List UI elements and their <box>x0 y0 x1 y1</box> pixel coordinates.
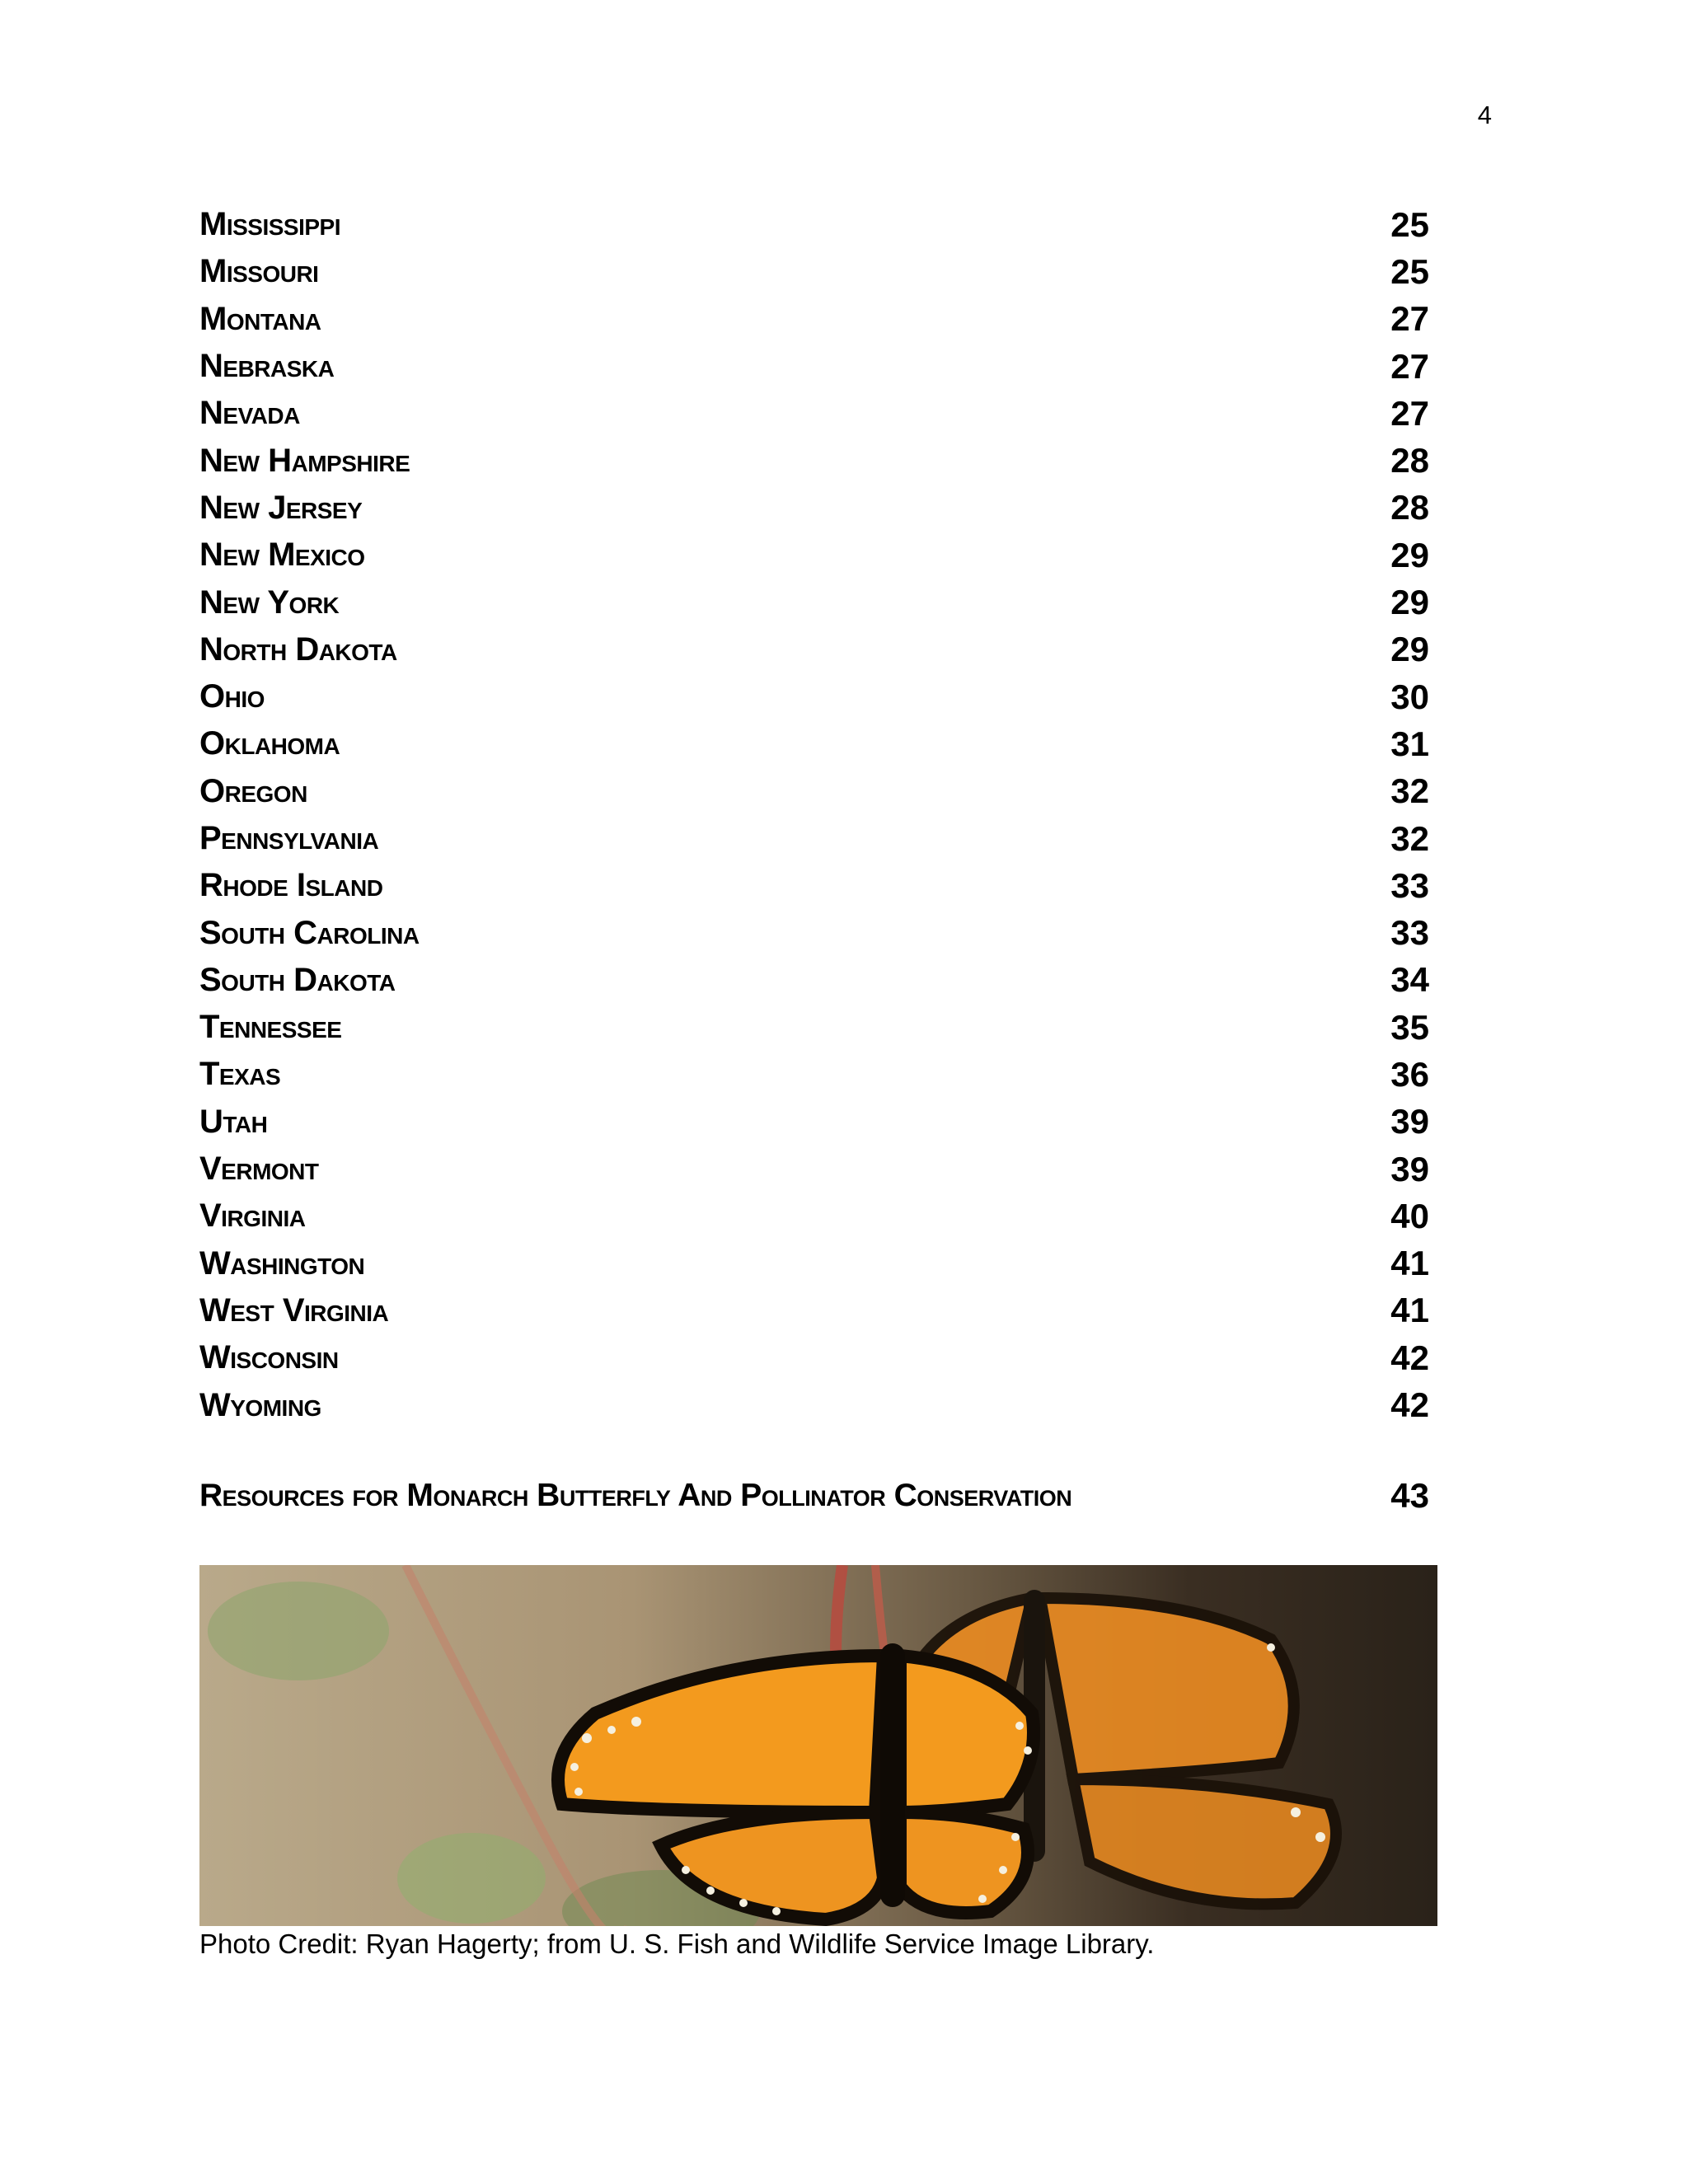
toc-entry-label: Utah <box>199 1103 268 1140</box>
toc-entry-label: Vermont <box>199 1151 319 1188</box>
toc-entry-page: 33 <box>1390 865 1429 905</box>
toc-entry-label: Missouri <box>199 253 319 290</box>
toc-entry[interactable] <box>199 673 1436 720</box>
toc-resources-entry[interactable] <box>199 1472 1436 1519</box>
toc-entry[interactable] <box>199 248 1436 295</box>
toc-entry-page: 25 <box>1390 251 1429 291</box>
toc-entry-page: 42 <box>1390 1385 1429 1425</box>
toc-entry-page: 29 <box>1390 630 1429 669</box>
toc-entry-page: 41 <box>1390 1244 1429 1283</box>
toc-entry-label: Oklahoma <box>199 725 340 762</box>
toc-entry-page: 35 <box>1390 1007 1429 1047</box>
toc-entry[interactable] <box>199 1334 1436 1381</box>
photo-caption: Photo Credit: Ryan Hagerty; from U. S. Fish and Wildlife Service Image Library. <box>199 1929 1155 1959</box>
toc-entry-page: 39 <box>1390 1102 1429 1141</box>
toc-entry-page: 42 <box>1390 1338 1429 1377</box>
toc-entry-page: 34 <box>1390 960 1429 1000</box>
toc-entry-page: 32 <box>1390 818 1429 858</box>
toc-entry-label: New Hampshire <box>199 442 410 479</box>
toc-entry[interactable] <box>199 1099 1436 1146</box>
toc-entry[interactable] <box>199 862 1436 909</box>
toc-entry-label: Rhode Island <box>199 867 383 904</box>
toc-entry-label: Ohio <box>199 678 265 715</box>
toc-entry-page: 43 <box>1390 1475 1429 1515</box>
toc-entry[interactable] <box>199 720 1436 767</box>
toc-entry[interactable] <box>199 1381 1436 1428</box>
toc-entry-page: 39 <box>1390 1149 1429 1188</box>
toc-entry-page: 28 <box>1390 441 1429 480</box>
toc-entry-label: South Dakota <box>199 961 396 998</box>
toc-entry-page: 40 <box>1390 1196 1429 1235</box>
toc-entry-page: 27 <box>1390 346 1429 386</box>
toc-entry[interactable] <box>199 579 1436 626</box>
toc-entry-label: South Carolina <box>199 914 420 951</box>
toc-entry[interactable] <box>199 815 1436 862</box>
toc-entry[interactable] <box>199 909 1436 956</box>
toc-entry[interactable] <box>199 1004 1436 1051</box>
toc-entry-label: Montana <box>199 300 321 337</box>
toc-entry-label: Washington <box>199 1244 365 1282</box>
toc-entry-label: Mississippi <box>199 206 340 243</box>
toc-entry-label: Texas <box>199 1056 281 1093</box>
toc-entry[interactable] <box>199 201 1436 248</box>
toc-entry-page: 29 <box>1390 535 1429 574</box>
toc-entry-label: New York <box>199 583 340 621</box>
toc-entry-page: 27 <box>1390 299 1429 339</box>
toc-entry-page: 32 <box>1390 771 1429 811</box>
toc-entry-page: 31 <box>1390 724 1429 763</box>
toc-entry-label: Pennsylvania <box>199 820 379 856</box>
toc-entry[interactable] <box>199 1240 1436 1287</box>
toc-entry[interactable] <box>199 485 1436 532</box>
toc-entry-label: Wisconsin <box>199 1339 339 1376</box>
toc-entry[interactable] <box>199 626 1436 673</box>
monarch-butterflies-photo <box>199 1565 1437 1926</box>
toc-entry[interactable] <box>199 1193 1436 1240</box>
toc-entry-page: 27 <box>1390 393 1429 433</box>
toc-entry[interactable] <box>199 343 1436 390</box>
toc-entry-page: 33 <box>1390 913 1429 953</box>
butterfly-illustration <box>199 1565 1437 1926</box>
toc-entry-label: Wyoming <box>199 1386 321 1423</box>
toc-entry-label: Oregon <box>199 772 307 809</box>
toc-entry-label: New Jersey <box>199 489 363 526</box>
toc-entry-label: Tennessee <box>199 1009 342 1046</box>
toc-entry-page: 28 <box>1390 488 1429 527</box>
toc-entry[interactable] <box>199 1051 1436 1098</box>
toc-entry[interactable] <box>199 532 1436 579</box>
page-number: 4 <box>1477 101 1492 129</box>
toc-entry-label: West Virginia <box>199 1291 389 1329</box>
toc-entry-label: Virginia <box>199 1197 306 1235</box>
toc-entry[interactable] <box>199 296 1436 343</box>
toc-entry-page: 29 <box>1390 583 1429 622</box>
table-of-contents <box>199 201 1436 1429</box>
toc-entry-page: 25 <box>1390 204 1429 244</box>
toc-entry[interactable] <box>199 957 1436 1004</box>
toc-entry[interactable] <box>199 1146 1436 1193</box>
toc-entry[interactable] <box>199 390 1436 437</box>
toc-entry[interactable] <box>199 768 1436 815</box>
toc-entry-page: 36 <box>1390 1054 1429 1094</box>
toc-entry-page: 30 <box>1390 677 1429 716</box>
toc-entry-label: North Dakota <box>199 630 397 668</box>
toc-entry-label: Resources for Monarch Butterfly And Pollinator Conservation <box>199 1477 1072 1513</box>
toc-entry[interactable] <box>199 437 1436 484</box>
toc-entry-page: 41 <box>1390 1291 1429 1330</box>
toc-entry[interactable] <box>199 1287 1436 1334</box>
toc-entry-label: Nebraska <box>199 348 335 385</box>
toc-entry-label: New Mexico <box>199 537 365 574</box>
toc-entry-label: Nevada <box>199 395 300 432</box>
